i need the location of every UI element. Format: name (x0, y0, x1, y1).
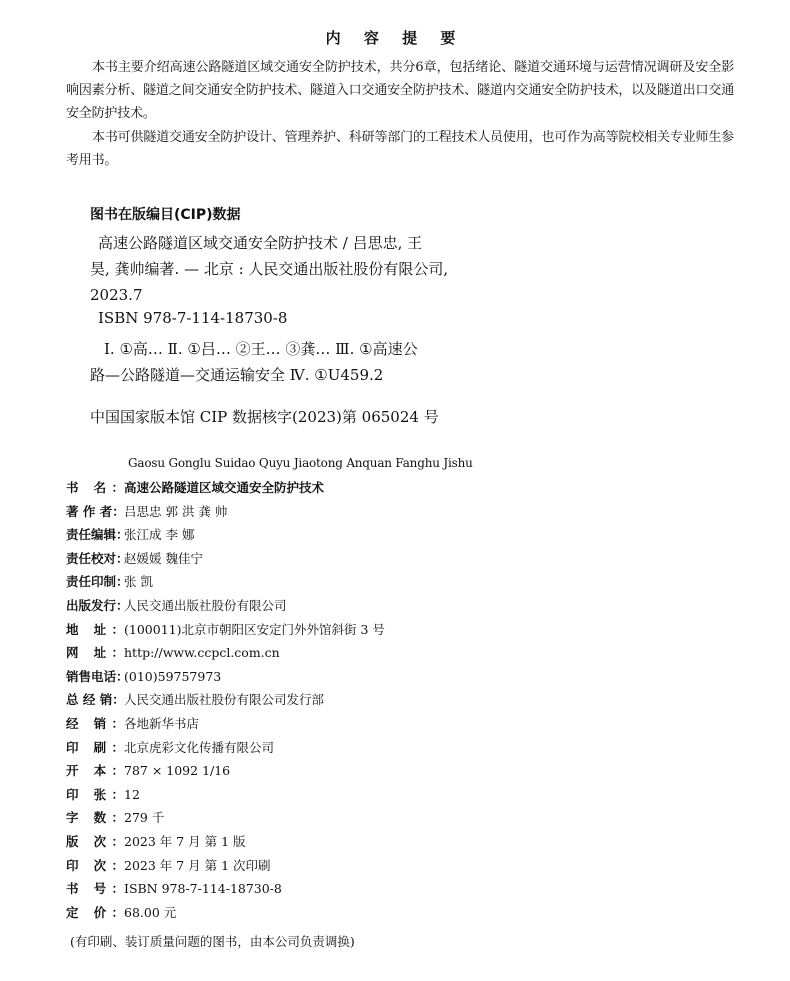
info-label: 销售电话 ： (66, 665, 124, 689)
cip-classification-line: Ⅰ. ①高… Ⅱ. ①吕… ②王… ③龚… Ⅲ. ①高速公 (104, 340, 418, 358)
pinyin-title: Gaosu Gonglu Suidao Quyu Jiaotong Anquan Fanghu Jishu (128, 456, 473, 470)
publication-info-table (66, 476, 726, 924)
info-row (66, 665, 726, 689)
info-value: 高速公路隧道区域交通安全防护技术 (124, 480, 325, 495)
info-row (66, 476, 726, 500)
info-label: 印 张 ： (66, 783, 124, 807)
info-value: 68.00 元 (124, 904, 177, 920)
info-row (66, 712, 726, 736)
info-value: 北京虎彩文化传播有限公司 (124, 739, 275, 755)
info-label: 地 址 ： (66, 618, 124, 642)
cip-classification-line: 路—公路隧道—交通运输安全 Ⅳ. ①U459.2 (90, 366, 384, 384)
info-label: 版 次 ： (66, 830, 124, 854)
cip-classification (90, 336, 520, 388)
info-value: 2023 年 7 月 第 1 次印刷 (124, 857, 271, 873)
info-row (66, 736, 726, 760)
info-value: 张江成 李 娜 (124, 527, 195, 543)
info-value: 吕思忠 郭 洪 龚 帅 (124, 503, 228, 519)
info-value: 787 × 1092 1/16 (124, 763, 231, 779)
info-label: 字 数 ： (66, 806, 124, 830)
quality-footnote: (有印刷、装订质量问题的图书，由本公司负责调换) (70, 934, 355, 949)
info-label: 责任印制 ： (66, 570, 124, 594)
info-label: 责任校对 ： (66, 547, 124, 571)
info-row (66, 570, 726, 594)
info-row (66, 854, 726, 878)
info-label: 印 次 ： (66, 854, 124, 878)
info-label: 出版发行 ： (66, 594, 124, 618)
info-row (66, 806, 726, 830)
cip-heading: 图书在版编目(CIP)数据 (90, 207, 241, 223)
cip-isbn: ISBN 978-7-114-18730-8 (98, 309, 288, 327)
info-value: 人民交通出版社股份有限公司 (124, 597, 287, 613)
info-label: 定 价 ： (66, 901, 124, 925)
info-value: 张 凯 (124, 574, 153, 590)
info-row (66, 641, 726, 665)
info-row (66, 688, 726, 712)
info-value: 各地新华书店 (124, 715, 200, 731)
info-row (66, 901, 726, 925)
info-value: 人民交通出版社股份有限公司发行部 (124, 692, 325, 708)
info-value: 279 千 (124, 810, 165, 826)
info-label: 书 名 ： (66, 476, 124, 500)
info-row (66, 547, 726, 571)
info-value: 12 (124, 786, 140, 802)
info-value: http://www.ccpcl.com.cn (124, 645, 280, 661)
info-row (66, 523, 726, 547)
cip-record-number: 中国国家版本馆 CIP 数据核字(2023)第 065024 号 (90, 408, 439, 426)
info-row (66, 594, 726, 618)
cip-citation (90, 230, 520, 308)
info-label: 开 本 ： (66, 759, 124, 783)
info-row (66, 759, 726, 783)
info-row (66, 830, 726, 854)
summary-heading: 内 容 提 要 (325, 29, 465, 47)
info-row (66, 877, 726, 901)
info-label: 著 作 者 ： (66, 500, 124, 524)
info-label: 责任编辑 ： (66, 523, 124, 547)
info-row (66, 500, 726, 524)
cip-citation-line: 昊, 龚帅编著. — 北京 : 人民交通出版社股份有限公司, (90, 260, 449, 278)
info-value: 2023 年 7 月 第 1 版 (124, 833, 246, 849)
info-value: (100011)北京市朝阳区安定门外外馆斜街 3 号 (124, 621, 385, 637)
info-label: 印 刷 ： (66, 736, 124, 760)
info-row (66, 618, 726, 642)
cip-citation-line: 2023.7 (90, 286, 143, 304)
info-label: 经 销 ： (66, 712, 124, 736)
summary-paragraph-2: 本书可供隧道交通安全防护设计、管理养护、科研等部门的工程技术人员使用，也可作为高等院校相关专业师生参考用书。 (66, 130, 734, 168)
info-label: 书 号 ： (66, 877, 124, 901)
cip-citation-line: 高速公路隧道区域交通安全防护技术 / 吕思忠, 王 (98, 234, 423, 252)
summary-paragraph-1: 本书主要介绍高速公路隧道区域交通安全防护技术，共分6章，包括绪论、隧道交通环境与运营情况调研及安全影响因素分析、隧道之间交通安全防护技术、隧道入口交通安全防护技术、隧道内交通安全防护技术，以及隧道出口交通安全防护技术。 (66, 60, 734, 121)
info-label: 总 经 销 ： (66, 688, 124, 712)
info-label: 网 址 ： (66, 641, 124, 665)
info-value: 赵媛媛 魏佳宁 (124, 550, 203, 566)
info-row (66, 783, 726, 807)
info-value: (010)59757973 (124, 668, 222, 684)
info-value: ISBN 978-7-114-18730-8 (124, 881, 282, 897)
